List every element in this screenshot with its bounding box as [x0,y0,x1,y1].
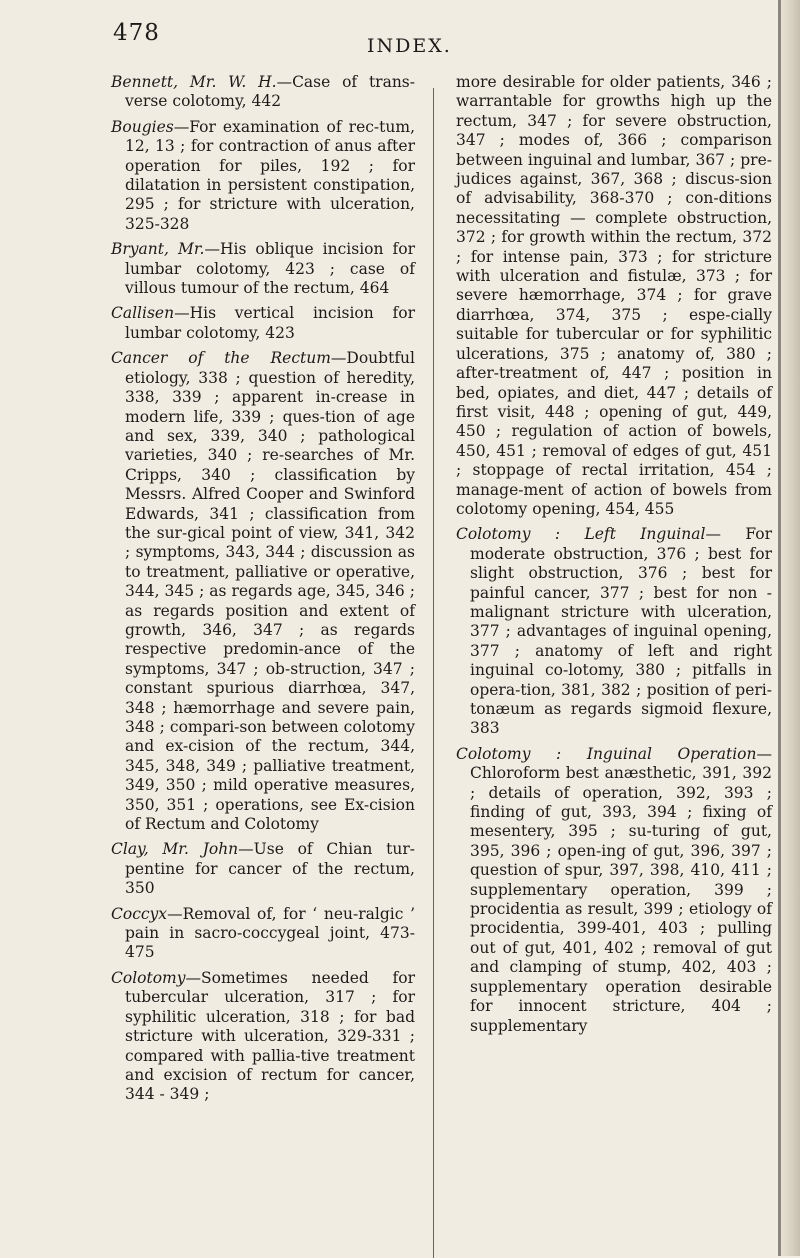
index-entry [111,969,415,1105]
entry-text: —Doubtful etiology, 338 ; question of heredity, 338, 339 ; apparent in-crease in modern life, 339 ; ques-tion of age and sex, 339, 340 ; pathological varieties, 340 ; re-searches of Mr. Cripps, 340 ; classification by Messrs. Alfred Cooper and Swinford Edwards, 341 ; classification from the sur-gical point of view, 341, 342 ; symptoms, 343, 344 ; discussion as to treatment, palliative or operative, 344, 345 ; as regards age, 345, 346 ; as regards position and extent of growth, 346, 347 ; as regards respective predomin-ance of the symptoms, 347 ; ob-struction, 347 ; constant spurious diarrhœa, 347, 348 ; hæmorrhage and severe pain, 348 ; compari-son between colotomy and ex-cision of the rectum, 344, 345, 348, 349 ; palliative treatment, 349, 350 ; mild operative measures, 350, 351 ; operations, see Ex-cision of Rectum and Colotomy [125,349,415,834]
entry-text: —His vertical incision for lumbar colotomy, 423 [125,304,415,342]
entry-heading: Callisen [111,304,175,323]
page-title: INDEX. [367,35,452,57]
entry-heading: Colotomy [111,968,186,987]
entry-text: —His oblique incision for lumbar colotomy, 423 ; case of villous tumour of the rectum, 464 [125,240,415,298]
index-entry [456,73,772,519]
index-entry [111,118,415,234]
index-entry [111,840,415,898]
index-column-left [111,73,415,1111]
index-entry [456,745,772,1036]
column-divider [433,88,434,1258]
entry-heading: Bennett, Mr. W. H. [111,73,277,91]
index-entry [456,525,772,738]
entry-text: —Sometimes needed for tubercular ulceration, 317 ; for syphilitic ulceration, 318 ; for bad stricture with ulceration, 329-331 ; compared with pallia-tive treatment and excision of rectum for cancer, 344 - 349 ; [125,968,415,1104]
entry-heading: Bryant, Mr. [111,240,205,259]
page-header [0,20,780,60]
entry-heading: Cancer of the Rectum [111,349,331,368]
index-entry [111,73,415,112]
entry-text: —Use of Chian tur-pentine for cancer of the rectum, 350 [125,840,416,898]
index-column-right [456,73,772,1042]
entry-heading: Coccyx [111,904,168,923]
entry-heading: Colotomy : Left Inguinal [456,525,706,544]
entry-heading: Bougies [111,117,174,136]
index-entry [111,905,415,963]
entry-text: — Chloroform best anæsthetic, 391, 392 ; details of operation, 392, 393 ; finding of gut, 393, 394 ; fixing of mesentery, 395 ; su-turing of gut, 395, 396 ; open-ing of gut, 396, 397 ; question of spur, 397, 398, 410, 411 ; supplementary operation, 399 ; procidentia as result, 399 ; etiology of procidentia, 399-401, 403 ; pulling out of gut, 401, 402 ; removal of gut and clamping of stump, 402, 403 ; supplementary operation desirable for innocent stricture, 404 ; supplementary [470,744,772,1035]
entry-text: —Case of trans-verse colotomy, 442 [125,73,415,111]
entry-text: more desirable for older patients, 346 ; warrantable for growths high up the rectum, 347 ; for severe obstruction, 347 ; modes of, 366 ; comparison between inguinal and lumbar, 367 ; pre-judices against, 367, 368 ; discus-sion of advisability, 368-370 ; con-ditions necessitating — complete obstruction, 372 ; for growth within the rectum, 372 ; for intense pain, 373 ; for stricture with ulceration and fistulæ, 373 ; for severe hæmorrhage, 374 ; for grave diarrhœa, 374, 375 ; espe-cially suitable for tubercular or for syphilitic ulcerations, 375 ; anatomy of, 380 ; after-treatment of, 447 ; position in bed, opiates, and diet, 447 ; details of first visit, 448 ; opening of gut, 449, 450 ; regulation of action of bowels, 450, 451 ; removal of edges of gut, 451 ; stoppage of rectal irritation, 454 ; manage-ment of action of bowels from colotomy opening, 454, 455 [456,73,772,518]
entry-text: — For moderate obstruction, 376 ; best for slight obstruction, 376 ; best for painful cancer, 377 ; best for non - malignant stricture with ulceration, 377 ; advantages of inguinal opening, 377 ; anatomy of left and right inguinal co-lotomy, 380 ; pitfalls in opera-tion, 381, 382 ; position of peri-tonæum as regards sigmoid flexure, 383 [470,525,772,738]
index-entry [111,304,415,343]
entry-text: —Removal of, for ‘ neu-ralgic ’ pain in sacro-coccygeal joint, 473-475 [125,904,415,962]
page-number: 478 [113,20,160,46]
entry-text: —For examination of rec-tum, 12, 13 ; for contraction of anus after operation for piles, 192 ; for dilatation in persistent constipation, 295 ; for stricture with ulceration, 325-328 [125,117,415,233]
index-entry [111,349,415,834]
entry-heading: Colotomy : Inguinal Operation [456,744,757,763]
entry-heading: Clay, Mr. John [111,840,239,859]
index-entry [111,240,415,298]
page-edge [778,0,800,1256]
